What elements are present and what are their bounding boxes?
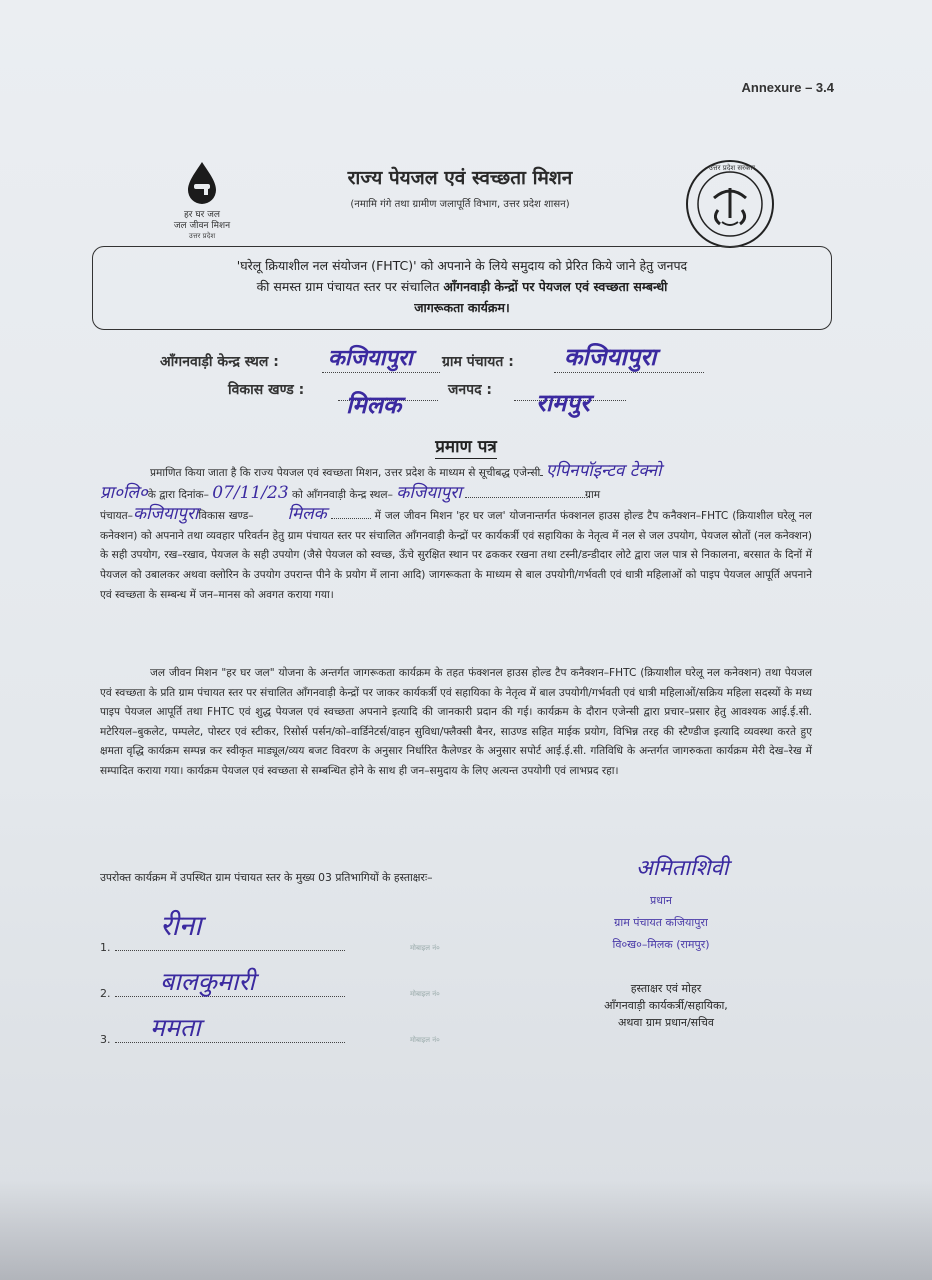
field-row-2 [160,378,780,419]
logo-sub2: उत्तर प्रदेश [188,232,216,240]
participant-1-signature: रीना [160,909,202,942]
stamp-line-1: प्रधान [650,894,672,907]
gp-value: कजियापुरा [564,342,657,371]
centre-blank [465,485,585,498]
p1-text-3: को आँगनवाड़ी केन्द्र स्थल– [292,488,393,501]
p2-text: जल जीवन मिशन "हर घर जल" योजना के अन्तर्गत जागरूकता कार्यक्रम के तहत फंक्शनल हाउस होल्ड टैप कनैक्शन–FHTC (क्रियाशील घरेलू नल कनेक्शन) तथा पेयजल एवं स्वच्छता के प्रति ग्राम पंचायत स्तर पर संचालित आँगनवाड़ी केन्द्रों पर जाकर कार्यकर्त्री एवं सहायिका के नेतृत्व में बाल उपयोगी/गर्भवती एवं धात्री महिलाओं/सक्रिय महिला सदस्यों के मध्य पाइप पेयजल आपूर्ति तथा FHTC एवं शुद्ध पेयजल एवं स्वच्छता अपनाने इत्यादि की जानकारी प्रदान की गई। कार्यक्रम के दौरान एजेन्सी द्वारा प्रचार–प्रसार हेतु आवश्यक आई.ई.सी. मटेरियल–बुकलेट, पम्पलेट, पोस्टर एवं स्टीकर, रिसोर्स पर्सन/को–वार्डिनेटर्स/वाहन सुविधा/फ्लैक्सी बैनर, साउण्ड सहित माईक प्रयोग, विभिन्न तरह की स्टैण्डीज इत्यादि व्यवस्था करते हुए क्षमता वृद्धि कार्यक्रम सम्पन्न कर स्वीकृत माड्यूल/व्यय बजट विवरण के अनुसार निर्धारित कैलेण्डर के अनुसार सपोर्ट आई.ई.सी. गतिविधि के अन्तर्गत जागरुकता कार्यक्रम मेरी देख–रेख में सम्पादित कराया गया। कार्यक्रम पेयजल एवं स्वच्छता से सम्बन्धित होने के साथ ही जन–समुदाय के लिए अत्यन्त उपयोगी एवं लाभप्रद रहा। [100,667,812,777]
centre-value: कजियापुरा [328,345,413,371]
centre-label: आँगनवाड़ी केन्द्र स्थल : [160,354,279,370]
gp-label: ग्राम पंचायत : [442,354,514,370]
participant-2-faint: मोबाइल नं० [410,990,440,998]
logo-sub: जल जीवन मिशन [173,221,231,231]
participant-3-faint: मोबाइल नं० [410,1036,440,1044]
footer-line-2: आँगनवाड़ी कार्यकर्त्री/सहायिका, [604,999,728,1012]
para-block: मिलक [287,504,327,525]
participants-label: उपरोक्त कार्यक्रम में उपस्थित ग्राम पंचायत स्तर के मुख्य 03 प्रतिभागियों के हस्ताक्षरः– [100,871,433,884]
box-line-3: जागरूकता कार्यक्रम। [414,300,510,315]
box-line-2a: की समस्त ग्राम पंचायत स्तर पर संचालित [256,279,444,294]
p1-text-4: ग्राम [585,488,601,501]
box-line-2b: आँगनवाड़ी केन्द्रों पर पेयजल एवं स्वच्छता सम्बन्धी [443,279,668,294]
participant-3-line [115,1032,345,1043]
participant-2-num: 2. [100,987,111,1000]
pradhan-signature: अमिताशिवी [636,856,729,881]
agency-name-2: प्रा०लि० [100,482,148,503]
para-centre: कजियापुरा [396,482,462,503]
block-label: विकास खण्ड : [228,382,305,398]
certificate-title-text: प्रमाण पत्र [435,437,497,457]
field-row-1 [160,342,780,378]
p1-text-6: विकास खण्ड– [198,510,254,523]
participant-2-signature: बालकुमारी [160,967,256,996]
box-line-1: 'घरेलू क्रियाशील नल संयोजन (FHTC)' को अपनाने के लिये समुदाय को प्रेरित किये जाने हेतु जनपद [236,258,688,273]
org-title: राज्य पेयजल एवं स्वच्छता मिशन [347,167,573,189]
district-label: जनपद : [448,382,493,398]
footer-line-1: हस्ताक्षर एवं मोहर [630,982,702,995]
participant-1-faint: मोबाइल नं० [410,944,440,952]
box-line-2 [117,276,807,297]
p1-text-5: पंचायत– [100,510,133,523]
paragraph-2 [100,664,812,782]
district-value: रामपुर [536,388,590,417]
org-header [240,164,680,210]
p1-text-2: के द्वारा दिनांक– [147,488,209,501]
p1-text-1: प्रमाणित किया जाता है कि राज्य पेयजल एवं स्वच्छता मिशन, उत्तर प्रदेश के माध्यम से सूचीबद्ध एजेन्सी [150,467,541,479]
footer-line-3: अथवा ग्राम प्रधान/सचिव [617,1016,715,1029]
participant-1 [100,940,345,954]
location-fields [160,342,780,419]
program-title-box [92,246,832,330]
pradhan-stamp [582,890,740,956]
participant-3-signature: ममता [150,1013,201,1042]
participant-3-num: 3. [100,1033,111,1046]
water-drop-tap-icon [182,160,222,206]
agency-blank [540,463,542,476]
logo-tagline: हर घर जल [184,210,220,220]
annexure-label: Annexure – 3.4 [741,80,834,95]
photo-shadow [0,1180,932,1280]
stamp-line-2: ग्राम पंचायत कजियापुरा [614,916,708,929]
p1-text-7: में जल जीवन मिशन 'हर घर जल' योजनान्तर्गत फंक्शनल हाउस होल्ड टैप कनैक्शन–FHTC (क्रियाशील घरेलू नल कनेक्शन) को अपनाने तथा व्यवहार परिवर्तन हेतु ग्राम पंचायत स्तर पर संचालित आँगनवाड़ी केन्द्रों पर कार्यकर्त्री एवं सहायिका के नेतृत्व में नल से जल उपयोग, पेयजल स्रोतों (नल कनेक्शन) के सही उपयोग, रख–रखाव, पेयजल के सही उपयोग (जैसे पेयजल को स्वच्छ, ऊँचे सुरक्षित स्थान पर ढककर रखना तथा टस्नी/डन्डीदार लोटे द्वारा जल पात्र से निकालना, बरसात के दिनों में पेयजल को उबालकर अथवा क्लोरिन के उपयोग उपरान्त पीने के प्रयोग में लाना आदि) जागरूकता के माध्यम से बाल उपयोगी/गर्भवती एवं धात्री महिलाओं को पाइप पेयजल आपूर्ति अपनाने एवं स्वच्छता के सम्बन्ध में जन–मानस को अवगत कराया गया। [100,510,812,601]
org-subtitle: (नमामि गंगे तथा ग्रामीण जलापूर्ति विभाग, उत्तर प्रदेश शासन) [350,199,570,210]
para-gp: कजियापुरा [132,504,199,525]
program-date: 07/11/23 [212,482,289,503]
seal-text: उत्तर प्रदेश सरकार [708,164,756,172]
stamp-line-3: वि०ख०–मिलक (रामपुर) [612,938,710,951]
participant-3 [100,1032,345,1046]
participant-1-line [115,940,345,951]
paragraph-1 [100,462,812,605]
har-ghar-jal-logo [162,160,242,241]
signatory-footer [566,980,766,1031]
certificate-title [0,434,932,457]
block-blank [331,506,371,519]
agency-name: एपिनपॉइन्टव टेक्नो [545,461,662,481]
participant-1-num: 1. [100,941,111,954]
block-value: मिलक [346,390,402,419]
up-govt-seal [684,158,776,250]
